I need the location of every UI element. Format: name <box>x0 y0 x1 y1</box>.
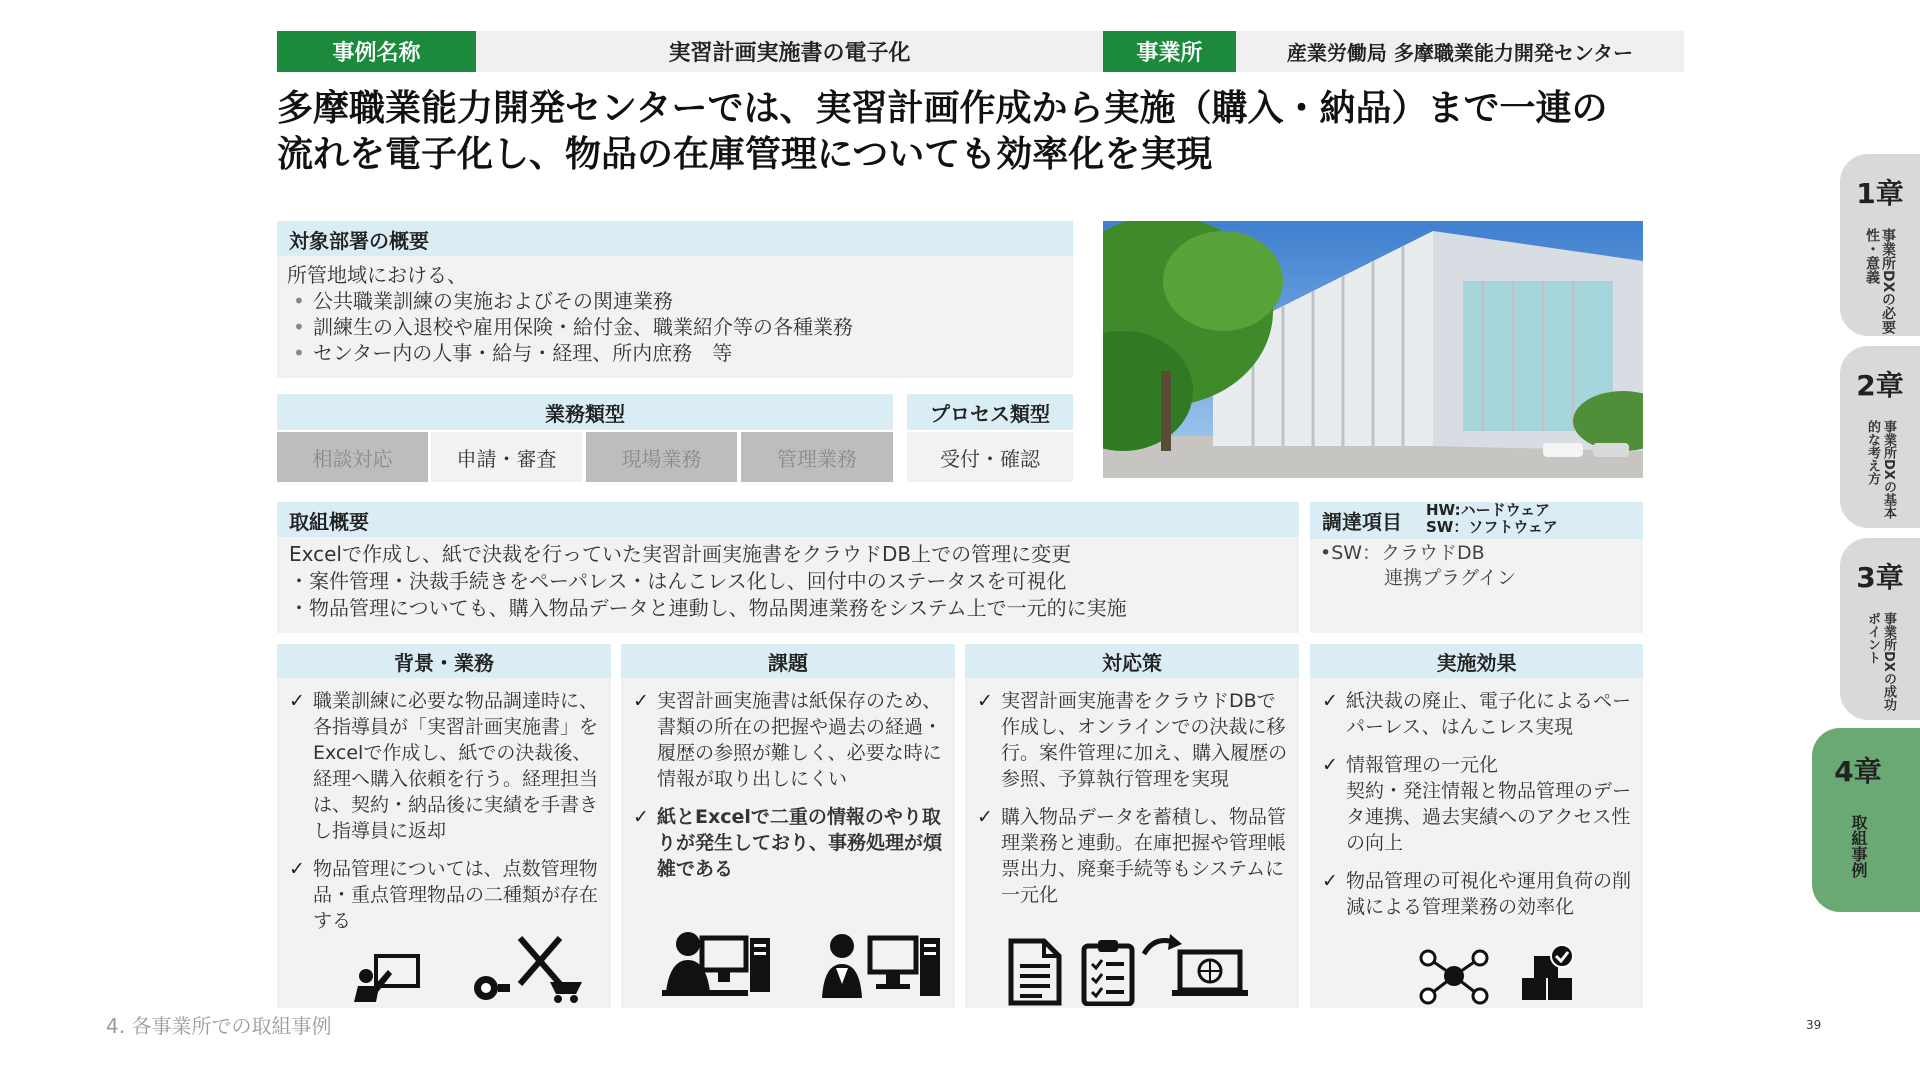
procurement-legend-sw: SW：ソフトウェア <box>1426 518 1558 536</box>
office-label: 事業所 <box>1103 31 1236 72</box>
business-type-cell: 管理業務 <box>741 432 893 482</box>
chapter-tab-1[interactable] <box>1840 154 1920 336</box>
page-number: 39 <box>1806 1018 1822 1032</box>
chapter-label: 事業所DXの基本的な考え方 <box>1865 420 1896 519</box>
chapter-number: 3章 <box>1856 561 1904 594</box>
headline-line-1: 多摩職業能力開発センターでは、実習計画作成から実施（購入・納品）まで一連の <box>277 88 1608 129</box>
network-icon <box>1416 946 1492 1006</box>
chapter-number: 1章 <box>1856 177 1904 210</box>
checklist-icon <box>1080 938 1136 1006</box>
chapter-label: 事業所DXの必要性・意義 <box>1864 228 1896 335</box>
document-icon <box>1008 938 1062 1006</box>
column-item: ✓ 購入物品データを蓄積し、物品管理業務と連動。在庫把握や管理帳票出力、廃棄手続等もシステムに一元化 <box>975 804 1289 908</box>
footer-section: 4. 各事業所での取組事例 <box>106 1014 332 1038</box>
business-type-title: 業務類型 <box>277 394 893 430</box>
column-item: ✓ 職業訓練に必要な物品調達時に、各指導員が「実習計画実施書」をExcelで作成し、紙での決裁後、経理へ購入依頼を行う。経理担当は、契約・納品後に実績を手書きし指導員に返却 <box>287 688 601 844</box>
procurement-header <box>1310 502 1643 539</box>
headline-line-2: 流れを電子化し、物品の在庫管理についても効率化を実現 <box>277 134 1213 175</box>
business-type-cell-active: 申請・審査 <box>431 432 582 482</box>
chapter-tab-3[interactable] <box>1840 538 1920 720</box>
case-name: 実習計画実施書の電子化 <box>476 31 1103 72</box>
column-title: 課題 <box>621 644 955 678</box>
case-label: 事例名称 <box>277 31 476 72</box>
building-photo <box>1103 221 1643 478</box>
column-item: ✓ 物品管理については、点数管理物品・重点管理物品の二種類が存在する <box>287 856 601 934</box>
dept-intro: 所管地域における、 <box>287 263 467 287</box>
teacher-board-icon <box>352 952 422 1004</box>
dept-item: • 訓練生の入退校や雇用保険・給付金、職業紹介等の各種業務 <box>287 314 1063 340</box>
procurement-legend-hw: HW:ハードウェア <box>1426 501 1551 519</box>
office-name: 産業労働局 多摩職業能力開発センター <box>1236 31 1684 72</box>
chapter-label: 事業所DXの成功ポイント <box>1865 612 1896 711</box>
desk-worker-icon <box>662 930 774 1000</box>
process-type-value: 受付・確認 <box>907 432 1073 482</box>
column-item: ✓ 実習計画実施書をクラウドDBで作成し、オンラインでの決裁に移行。案件管理に加え、購入履歴の参照、予算執行管理を実現 <box>975 688 1289 792</box>
workstation-icon <box>820 932 942 1002</box>
procurement-line: 連携プラグイン <box>1384 567 1517 589</box>
business-type-cell: 相談対応 <box>277 432 428 482</box>
dept-panel <box>277 256 1073 378</box>
procurement-title: 調達項目 <box>1322 510 1402 534</box>
column-item: ✓ 実習計画実施書は紙保存のため、書類の所在の把握や過去の経過・履歴の参照が難しく、必要な時に情報が取り出しにくい <box>631 688 945 792</box>
procurement-line: •SW：クラウドDB <box>1320 542 1485 564</box>
process-type-title: プロセス類型 <box>907 394 1073 430</box>
column-item: ✓ 紙決裁の廃止、電子化によるペーパーレス、はんこレス実現 <box>1320 688 1633 740</box>
summary-title: 取組概要 <box>277 502 1299 537</box>
summary-line: ・物品管理についても、購入物品データと連動し、物品関連業務をシステム上で一元的に実施 <box>289 596 1127 620</box>
summary-panel <box>277 537 1299 633</box>
dept-title: 対象部署の概要 <box>277 221 1073 256</box>
chapter-tab-4-active[interactable] <box>1812 728 1920 912</box>
chapter-number: 4章 <box>1834 755 1882 788</box>
dept-item: • 公共職業訓練の実施およびその関連業務 <box>287 288 1063 314</box>
column-item: ✓ 物品管理の可視化や運用負荷の削減による管理業務の効率化 <box>1320 868 1633 920</box>
summary-line: Excelで作成し、紙で決裁を行っていた実習計画実施書をクラウドDB上での管理に変更 <box>289 542 1072 566</box>
inventory-boxes-icon <box>1520 944 1576 1002</box>
cloud-upload-icon <box>1140 930 1250 998</box>
column-title: 対応策 <box>965 644 1299 678</box>
chapter-label: 取組事例 <box>1849 814 1868 878</box>
business-type-cell: 現場業務 <box>586 432 737 482</box>
column-item: ✓ 紙とExcelで二重の情報のやり取りが発生しており、事務処理が煩雑である <box>631 804 945 882</box>
procurement-panel <box>1310 539 1643 633</box>
tools-icon <box>472 932 587 1004</box>
chapter-number: 2章 <box>1856 369 1904 402</box>
summary-line: ・案件管理・決裁手続きをペーパレス・はんこレス化し、回付中のステータスを可視化 <box>289 569 1067 593</box>
column-title: 実施効果 <box>1310 644 1643 678</box>
page-headline <box>277 86 1677 178</box>
chapter-tab-2[interactable] <box>1840 346 1920 528</box>
column-item: ✓ 情報管理の一元化 契約・発注情報と物品管理のデータ連携、過去実績へのアクセス性の向上 <box>1320 752 1633 856</box>
procurement-legend <box>1426 502 1558 536</box>
dept-item: • センター内の人事・給与・経理、所内庶務 等 <box>287 340 1063 366</box>
column-title: 背景・業務 <box>277 644 611 678</box>
